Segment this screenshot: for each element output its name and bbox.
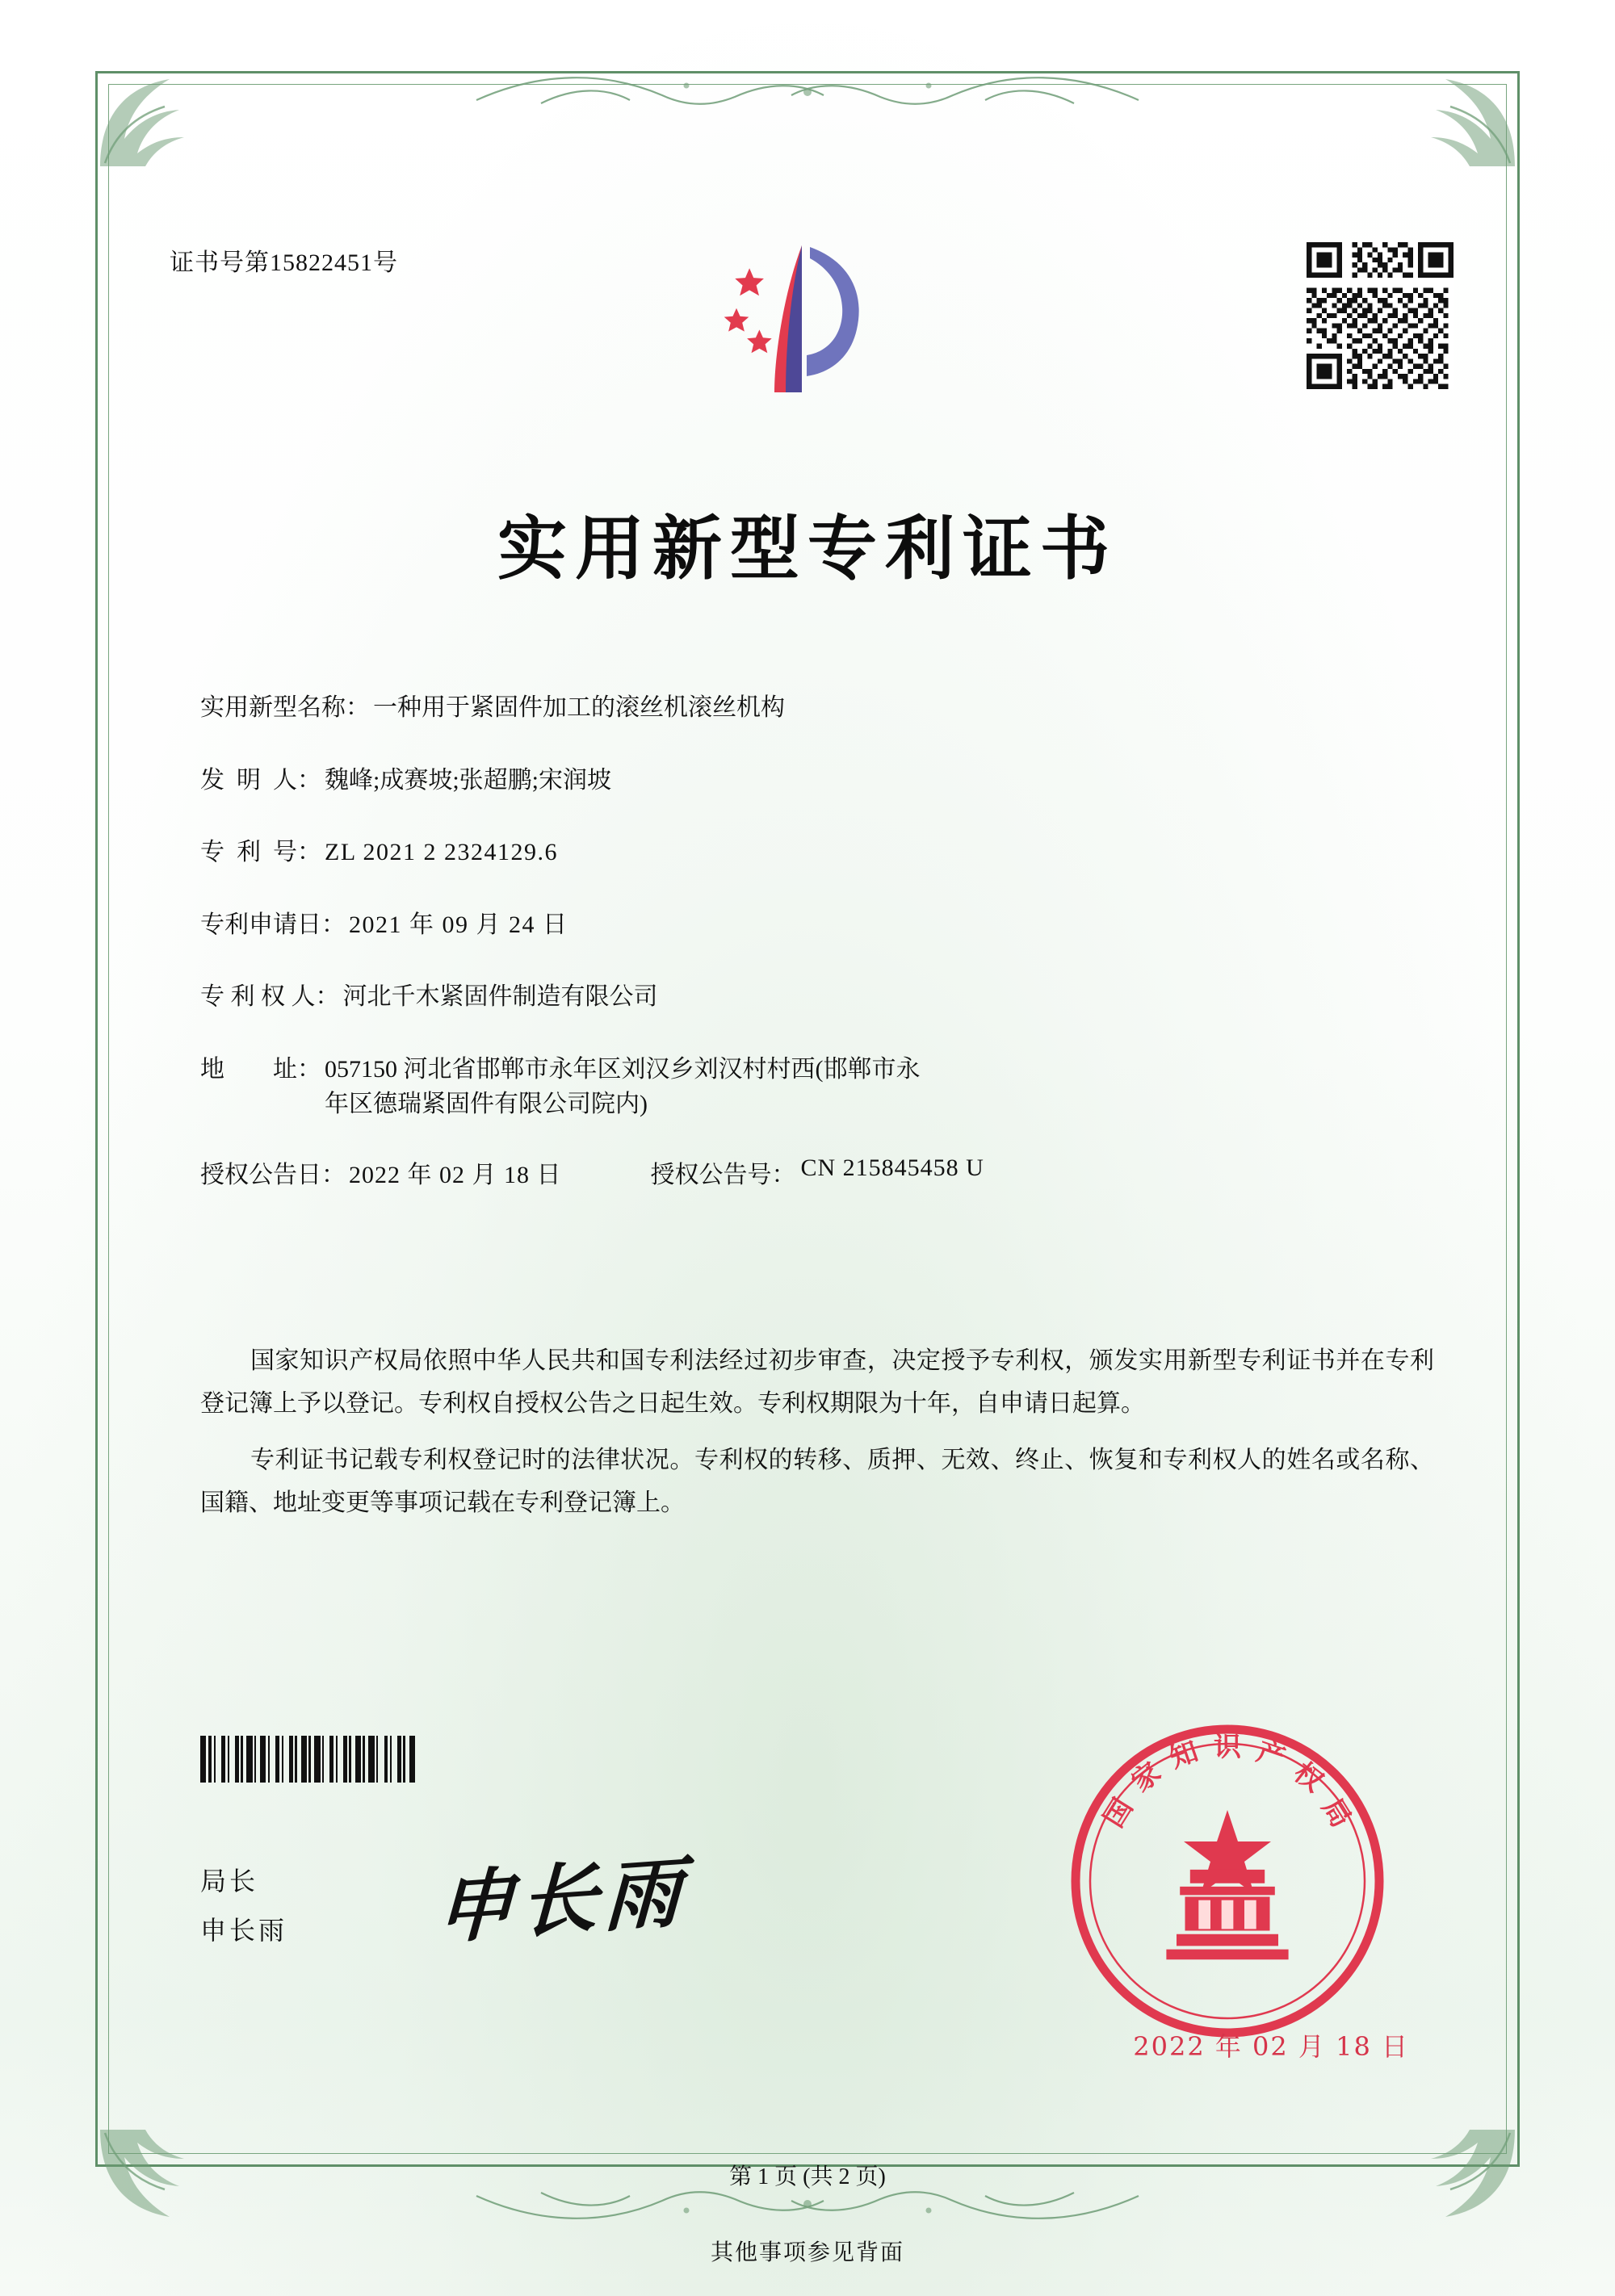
svg-text:家: 家 <box>1125 1756 1168 1799</box>
paragraph-2: 专利证书记载专利权登记时的法律状况。专利权的转移、质押、无效、终止、恢复和专利权人的姓名或名称、国籍、地址变更等事项记载在专利登记簿上。 <box>200 1447 1434 1516</box>
field-label: 地 址： <box>200 1055 321 1083</box>
field-label: 专利申请日： <box>200 911 346 938</box>
field-list <box>200 690 1428 1222</box>
corner-ornament-icon <box>97 73 218 170</box>
handwritten-signature: 申长雨 <box>434 1845 690 1955</box>
field-application-date <box>200 907 1428 943</box>
barcode-bar <box>324 1736 329 1783</box>
back-note: 其他事项参见背面 <box>710 2240 904 2265</box>
barcode-bar <box>409 1736 415 1783</box>
seal-date: 2022 年 02 月 18 日 <box>1133 2031 1409 2062</box>
svg-text:产: 产 <box>1252 1735 1290 1775</box>
barcode-bar <box>415 1736 417 1783</box>
field-value-wrapper <box>321 1052 1181 1122</box>
barcode-bar <box>216 1736 221 1783</box>
field-label: 发 明 人： <box>200 766 321 794</box>
director-name-label: 申长雨 <box>200 1915 288 1945</box>
field-value: 河北千木紧固件制造有限公司 <box>342 983 658 1010</box>
barcode-bar <box>229 1736 235 1783</box>
svg-text:国: 国 <box>1097 1792 1140 1833</box>
field-value: ZL 2021 2 2324129.6 <box>325 839 559 865</box>
grant-date-label: 授权公告日： <box>200 1161 346 1188</box>
field-grant-info <box>200 1154 1428 1190</box>
svg-text:知: 知 <box>1165 1735 1202 1775</box>
address-line-2: 年区德瑞紧固件有限公司院内) <box>325 1091 648 1117</box>
svg-text:权: 权 <box>1287 1756 1330 1799</box>
qr-code-icon <box>1307 242 1454 389</box>
field-value: 2021 年 09 月 24 日 <box>349 911 568 938</box>
field-inventors <box>200 763 1428 798</box>
barcode-bar <box>392 1736 397 1783</box>
field-patent-number <box>200 835 1428 870</box>
field-label: 专 利 权 人： <box>200 983 340 1010</box>
barcode-bar <box>314 1736 320 1783</box>
top-flourish-icon <box>444 68 1171 124</box>
page-title: 实用新型专利证书 <box>497 508 1118 589</box>
barcode-bar <box>260 1736 266 1783</box>
barcode-bar <box>355 1736 361 1783</box>
signature-block <box>200 1857 287 1955</box>
grant-number-label: 授权公告号： <box>650 1161 796 1188</box>
barcode-bar <box>283 1736 289 1783</box>
paragraph-1: 国家知识产权局依照中华人民共和国专利法经过初步审查，决定授予专利权，颁发实用新型专利证书并在专利登记簿上予以登记。专利权自授权公告之日起生效。专利权期限为十年，自申请日起算。 <box>200 1347 1434 1417</box>
barcode-bar <box>200 1736 206 1783</box>
address-line-1: 057150 河北省邯郸市永年区刘汉乡刘汉村村西(邯郸市永 <box>325 1055 921 1083</box>
svg-text:局: 局 <box>1315 1792 1357 1833</box>
legal-text <box>200 1340 1434 1539</box>
barcode-bar <box>338 1736 343 1783</box>
barcode <box>200 1736 604 1783</box>
field-value: 一种用于紧固件加工的滚丝机滚丝机构 <box>373 694 785 721</box>
certificate-number: 证书号第15822451号 <box>170 249 398 276</box>
field-label: 实用新型名称： <box>200 694 370 721</box>
field-address <box>200 1052 1428 1122</box>
grant-number-value: CN 215845458 U <box>800 1154 984 1181</box>
barcode-bar <box>368 1736 374 1783</box>
barcode-bar <box>270 1736 275 1783</box>
field-label: 专 利 号： <box>200 839 321 865</box>
director-title-label: 局长 <box>200 1867 259 1896</box>
grant-date-value: 2022 年 02 月 18 日 <box>349 1161 562 1188</box>
page-number: 第 1 页 (共 2 页) <box>729 2164 886 2189</box>
corner-ornament-icon <box>1397 73 1518 170</box>
field-utility-model-name <box>200 690 1428 726</box>
barcode-bar <box>301 1736 307 1783</box>
barcode-bar <box>378 1736 384 1783</box>
official-seal-icon <box>1066 1720 1389 2043</box>
field-patentee <box>200 979 1428 1015</box>
barcode-bar <box>246 1736 252 1783</box>
field-value: 魏峰;成赛坡;张超鹏;宋润坡 <box>325 766 612 794</box>
svg-text:识: 识 <box>1214 1731 1241 1763</box>
patent-office-emblem-icon <box>707 234 908 404</box>
